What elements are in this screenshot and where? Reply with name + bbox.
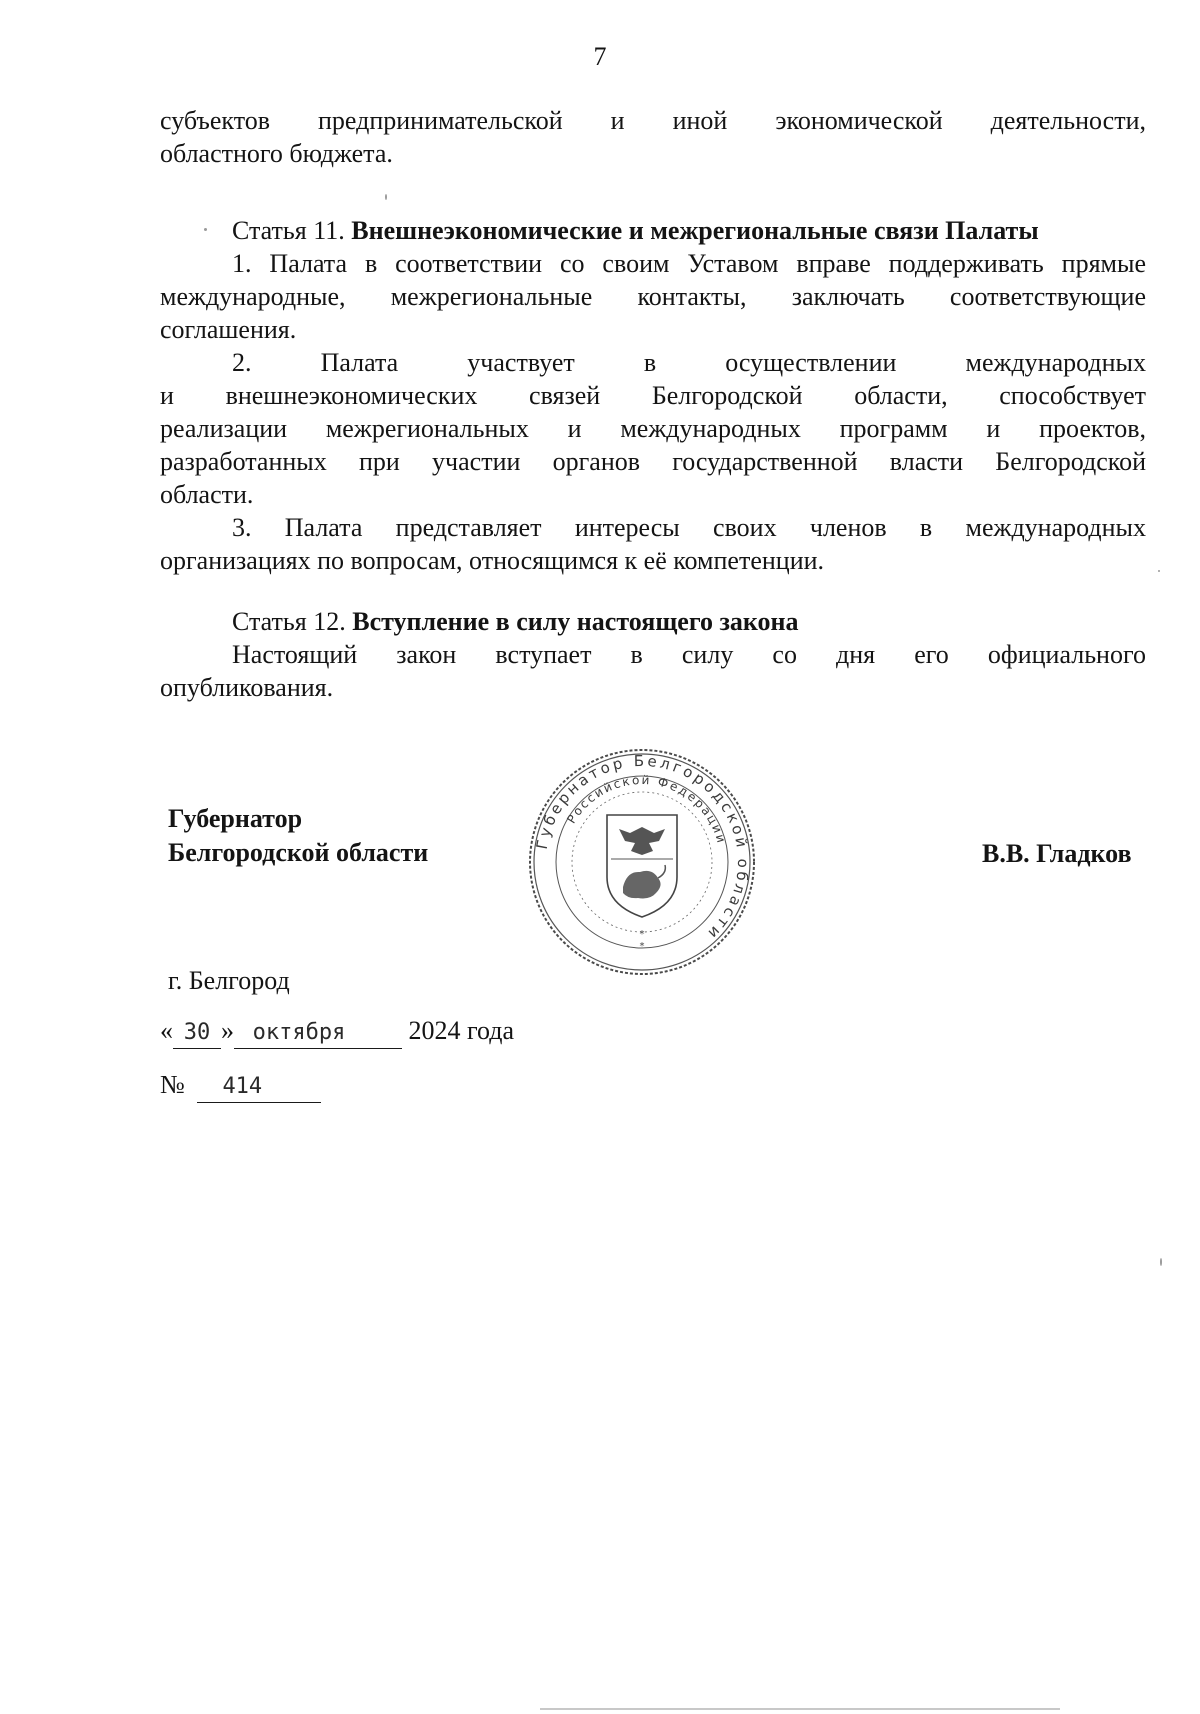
text-line: областного бюджета. bbox=[160, 139, 393, 168]
article-prefix: Статья 11. bbox=[232, 216, 345, 245]
official-seal bbox=[527, 747, 757, 977]
date-open-quote: « bbox=[160, 1016, 173, 1045]
signatory-position bbox=[168, 802, 428, 870]
scan-artifact bbox=[204, 228, 207, 231]
text-line: реализации межрегиональных и международных программ и проектов, bbox=[160, 414, 1146, 443]
article-title: Вступление в силу настоящего закона bbox=[352, 607, 799, 636]
text-line: соглашения. bbox=[160, 315, 297, 344]
signatory-name: В.В. Гладков bbox=[982, 839, 1132, 868]
text-line: организациях по вопросам, относящимся к её компетенции. bbox=[160, 546, 825, 575]
date-close-quote: » bbox=[221, 1016, 234, 1045]
article-12 bbox=[160, 605, 1146, 704]
svg-text:*: * bbox=[639, 941, 645, 952]
text-line: 2. Палата участвует в осуществлении международных bbox=[232, 348, 1146, 377]
text-line: и внешнеэкономических связей Белгородской области, способствует bbox=[160, 381, 1146, 410]
article-11 bbox=[160, 214, 1146, 577]
seal-outer-text: Губернатор Белгородской области bbox=[532, 751, 753, 945]
text-line: Настоящий закон вступает в силу со дня его официального bbox=[232, 640, 1146, 669]
date-day: 30 bbox=[183, 1020, 211, 1045]
number-sign: № bbox=[160, 1070, 185, 1099]
text-line: субъектов предпринимательской и иной экономической деятельности, bbox=[160, 106, 1146, 135]
number-value: 414 bbox=[222, 1074, 263, 1099]
svg-text:*: * bbox=[639, 929, 645, 940]
article-heading bbox=[160, 605, 1146, 638]
seal-inner-text: Российской Федерации bbox=[564, 772, 729, 846]
page-number: 7 bbox=[593, 42, 607, 71]
document-number bbox=[160, 1068, 321, 1103]
continuation-paragraph bbox=[160, 104, 1146, 170]
text-line: 3. Палата представляет интересы своих членов в международных bbox=[232, 513, 1146, 542]
article-prefix: Статья 12. bbox=[232, 607, 346, 636]
article-title: Внешнеэкономические и межрегиональные связи Палаты bbox=[351, 216, 1039, 245]
date-line bbox=[160, 1014, 514, 1049]
scan-artifact bbox=[385, 194, 387, 200]
scan-artifact bbox=[540, 1708, 1060, 1710]
text-line: опубликования. bbox=[160, 673, 334, 702]
position-line: Губернатор bbox=[168, 804, 303, 833]
scan-artifact bbox=[1158, 570, 1160, 572]
scan-artifact bbox=[1160, 1258, 1162, 1266]
text-line: разработанных при участии органов государственной власти Белгородской bbox=[160, 447, 1146, 476]
position-line: Белгородской области bbox=[168, 838, 429, 867]
article-heading bbox=[160, 214, 1146, 247]
text-line: 1. Палата в соответствии со своим Уставом вправе поддерживать прямые bbox=[232, 249, 1146, 278]
date-year: 2024 года bbox=[408, 1016, 515, 1045]
text-line: международные, межрегиональные контакты, заключать соответствующие bbox=[160, 282, 1146, 311]
text-line: области. bbox=[160, 480, 254, 509]
date-month: октября bbox=[252, 1020, 346, 1045]
place: г. Белгород bbox=[168, 966, 290, 995]
